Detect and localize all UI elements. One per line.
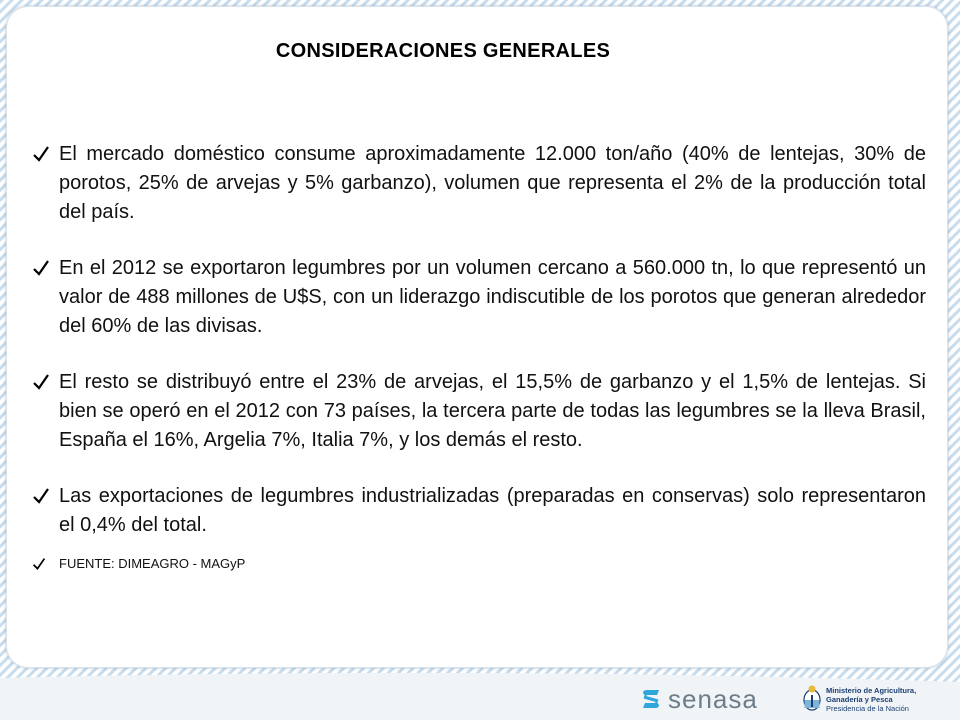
senasa-logo	[640, 684, 758, 714]
bullet-item	[30, 140, 926, 227]
bullet-text: Las exportaciones de legumbres industrializadas (preparadas en conservas) solo representaron el 0,4% del total.	[59, 485, 926, 536]
check-icon	[32, 487, 50, 505]
bullet-text: En el 2012 se exportaron legumbres por un volumen cercano a 560.000 tn, lo que representó un valor de 488 millones de U$S, con un liderazgo indiscutible de los porotos que generan alrededor del 60% de las divisas.	[59, 257, 926, 337]
senasa-wordmark: senasa	[668, 683, 758, 714]
check-icon	[32, 373, 50, 391]
ministerio-line3: Presidencia de la Nación	[826, 703, 909, 713]
ministerio-line1: Ministerio de Agricultura,	[826, 685, 917, 695]
source-note	[30, 555, 926, 573]
ministerio-logo	[802, 682, 916, 716]
check-icon	[32, 557, 46, 571]
senasa-logo-icon	[640, 689, 662, 709]
slide-title: CONSIDERACIONES GENERALES	[275, 40, 611, 62]
bullet-list	[30, 140, 926, 600]
escudo-icon	[802, 684, 822, 714]
check-icon	[32, 259, 50, 277]
source-text: FUENTE: DIMEAGRO - MAGyP	[59, 556, 246, 571]
bullet-item	[30, 254, 926, 341]
bullet-item	[30, 368, 926, 455]
ministerio-line2: Ganadería y Pesca	[826, 694, 893, 704]
bullet-text: El resto se distribuyó entre el 23% de arvejas, el 15,5% de garbanzo y el 1,5% de lentejas. Si bien se operó en el 2012 con 73 países, la tercera parte de todas las legumbres se la lleva Brasil, España el 16%, Argelia 7%, Italia 7%, y los demás el resto.	[59, 371, 926, 451]
bullet-text: El mercado doméstico consume aproximadamente 12.000 ton/año (40% de lentejas, 30% de porotos, 25% de arvejas y 5% garbanzo), volumen que representa el 2% de la producción total del país.	[59, 143, 926, 223]
bullet-item	[30, 482, 926, 540]
check-icon	[32, 145, 50, 163]
